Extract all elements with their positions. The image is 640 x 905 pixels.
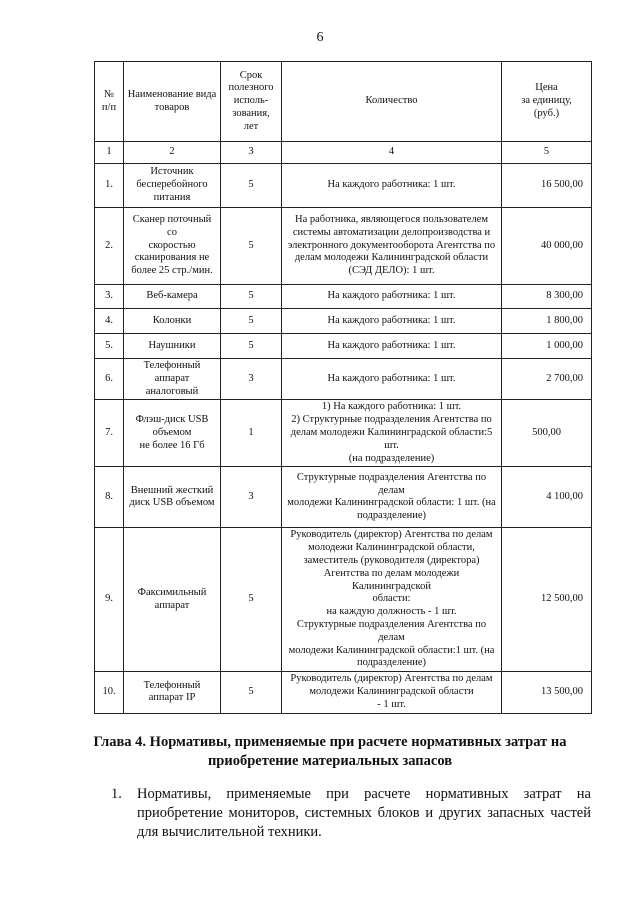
item-name: Колонки bbox=[124, 309, 221, 334]
item-name: Факсимильный аппарат bbox=[124, 528, 221, 672]
column-numbers-row bbox=[95, 142, 592, 164]
service-term: 1 bbox=[221, 400, 282, 467]
col-number: 5 bbox=[502, 142, 592, 164]
item-name: Внешний жесткий диск USB объемом bbox=[124, 467, 221, 528]
quantity: На каждого работника: 1 шт. bbox=[282, 334, 502, 359]
table-row bbox=[95, 309, 592, 334]
service-term: 5 bbox=[221, 208, 282, 285]
norms-table bbox=[94, 61, 592, 714]
table-row bbox=[95, 467, 592, 528]
header-term: Срок полезного исполь- зования, лет bbox=[221, 62, 282, 142]
unit-price: 40 000,00 bbox=[502, 208, 592, 285]
service-term: 3 bbox=[221, 359, 282, 400]
col-number: 1 bbox=[95, 142, 124, 164]
chapter-title: Глава 4. Нормативы, применяемые при расчете нормативных затрат на приобретение материальных запасов bbox=[93, 734, 567, 769]
service-term: 5 bbox=[221, 285, 282, 309]
header-num: № п/п bbox=[95, 62, 124, 142]
unit-price: 16 500,00 bbox=[502, 164, 592, 208]
table-row bbox=[95, 400, 592, 467]
quantity: На каждого работника: 1 шт. bbox=[282, 359, 502, 400]
row-number: 7. bbox=[95, 400, 124, 467]
unit-price: 1 000,00 bbox=[502, 334, 592, 359]
item-name: Телефонный аппарат аналоговый bbox=[124, 359, 221, 400]
service-term: 5 bbox=[221, 672, 282, 713]
service-term: 5 bbox=[221, 164, 282, 208]
service-term: 5 bbox=[221, 334, 282, 359]
quantity: На каждого работника: 1 шт. bbox=[282, 309, 502, 334]
service-term: 5 bbox=[221, 309, 282, 334]
paragraph-text: Нормативы, применяемые при расчете нормативных затрат на приобретение мониторов, системных блоков и других запасных частей для вычислительной техники. bbox=[137, 786, 591, 840]
item-name: Телефонный аппарат IP bbox=[124, 672, 221, 713]
item-name: Флэш-диск USB объемом не более 16 Гб bbox=[124, 400, 221, 467]
header-qty: Количество bbox=[282, 62, 502, 142]
row-number: 4. bbox=[95, 309, 124, 334]
quantity: Структурные подразделения Агентства по делам молодежи Калининградской области: 1 шт. (на подразделение) bbox=[282, 467, 502, 528]
unit-price: 2 700,00 bbox=[502, 359, 592, 400]
service-term: 3 bbox=[221, 467, 282, 528]
page-number: 6 bbox=[316, 30, 324, 45]
header-price: Цена за единицу, (руб.) bbox=[502, 62, 592, 142]
paragraph bbox=[113, 785, 591, 842]
header-name: Наименование вида товаров bbox=[124, 62, 221, 142]
table-row bbox=[95, 359, 592, 400]
quantity: На каждого работника: 1 шт. bbox=[282, 164, 502, 208]
quantity: На каждого работника: 1 шт. bbox=[282, 285, 502, 309]
row-number: 2. bbox=[95, 208, 124, 285]
service-term: 5 bbox=[221, 528, 282, 672]
item-name: Веб-камера bbox=[124, 285, 221, 309]
unit-price: 4 100,00 bbox=[502, 467, 592, 528]
item-name: Сканер поточный со скоростью сканирования не более 25 стр./мин. bbox=[124, 208, 221, 285]
col-number: 2 bbox=[124, 142, 221, 164]
paragraph-number: 1. bbox=[111, 786, 122, 802]
item-name: Источник бесперебойного питания bbox=[124, 164, 221, 208]
row-number: 1. bbox=[95, 164, 124, 208]
table-row bbox=[95, 528, 592, 672]
row-number: 10. bbox=[95, 672, 124, 713]
table-row bbox=[95, 334, 592, 359]
table-row bbox=[95, 672, 592, 713]
row-number: 8. bbox=[95, 467, 124, 528]
item-name: Наушники bbox=[124, 334, 221, 359]
row-number: 9. bbox=[95, 528, 124, 672]
col-number: 4 bbox=[282, 142, 502, 164]
quantity: Руководитель (директор) Агентства по делам молодежи Калининградской области, заместитель (руководителя (директора) Агентства по делам молодежи Калининградской области: на каждую должность - 1 шт. Структурные подразделения Агентства по делам молодежи Калининградской области:1 шт. (на подразделение) bbox=[282, 528, 502, 672]
header-row bbox=[95, 62, 592, 142]
unit-price: 500,00 bbox=[502, 400, 592, 467]
row-number: 5. bbox=[95, 334, 124, 359]
table-row bbox=[95, 285, 592, 309]
quantity: Руководитель (директор) Агентства по делам молодежи Калининградской области - 1 шт. bbox=[282, 672, 502, 713]
table-row bbox=[95, 208, 592, 285]
unit-price: 12 500,00 bbox=[502, 528, 592, 672]
quantity: 1) На каждого работника: 1 шт. 2) Структурные подразделения Агентства по делам молодежи Калининградской области:5 шт. (на подразделение) bbox=[282, 400, 502, 467]
unit-price: 1 800,00 bbox=[502, 309, 592, 334]
unit-price: 8 300,00 bbox=[502, 285, 592, 309]
table-row bbox=[95, 164, 592, 208]
row-number: 3. bbox=[95, 285, 124, 309]
unit-price: 13 500,00 bbox=[502, 672, 592, 713]
row-number: 6. bbox=[95, 359, 124, 400]
quantity: На работника, являющегося пользователем системы автоматизации делопроизводства и электронного документооборота Агентства по делам молодежи Калининградской области (СЭД ДЕЛО): 1 шт. bbox=[282, 208, 502, 285]
col-number: 3 bbox=[221, 142, 282, 164]
